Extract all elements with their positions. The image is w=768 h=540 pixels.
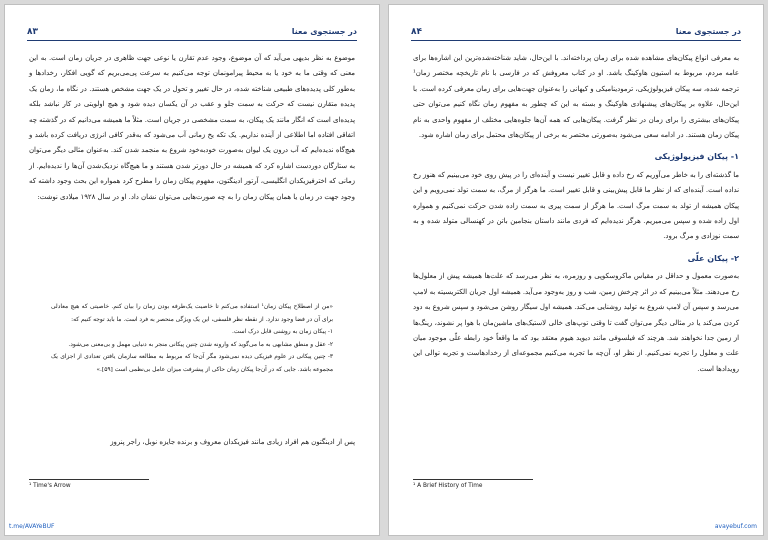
- footer-link[interactable]: t.me/AVAYeBUF: [9, 523, 55, 530]
- running-title: در جستجوی معنا: [291, 27, 357, 36]
- section-heading: ۲- پیکان علّی: [687, 253, 739, 263]
- footnote: ¹ A Brief History of Time: [413, 483, 483, 489]
- paragraph: پس از ادینگتون هم افراد زیادی مانند فیزیکدان معروف و برنده جایزه نوبل، راجر پنروز: [110, 438, 355, 446]
- section-heading: ۱- پیکان فیزیولوژیکی: [654, 152, 739, 162]
- paragraph: به‌صورت معمول و حداقل در مقیاس ماکروسکوپی و روزمره، به نظر می‌رسد که علت‌ها همیشه پیش از معلول‌ها رخ می‌دهند. مثلاً می‌بینیم که در اثر چرخش زمین، شب و روز به‌وجود می‌آید. همیشه اول جریان الکتریسیته به لامپ می‌رسد و سپس آن لامپ شروع به تولید روشنایی می‌کند. همیشه اول سیگار روشن می‌شود و سپس شروع به دود کردن می‌کند یا در مثالی دیگر می‌توان گفت تا وقتی توپ‌های خالی لاستیک‌های ماشین‌مان با هوا پر نشوند، رینگ‌ها از زمین جدا نخواهند شد. هرچند که فیلسوفی مانند دیوید هیوم معتقد بود که ما واقعاً خود رابطه علّی موجود میان علت و معلول را تجربه نمی‌کنیم. از نظر او، آن‌چه ما تجربه می‌کنیم مجموعه‌ای از رخدادهاست و تجربه توالی این رویدادها است.: [413, 272, 739, 373]
- quote-item: ۲- عقل و منطق مشابهی به ما می‌گوید که وارونه شدن چنین پیکانی منجر به دنیایی مهمل و بی‌معنی می‌شود.: [68, 341, 333, 348]
- footnote-divider: [413, 479, 533, 480]
- page-84: [388, 4, 764, 536]
- page-number: ۸۳: [27, 27, 38, 37]
- page-header: [27, 25, 357, 41]
- footer-link[interactable]: avayebuf.com: [714, 523, 757, 530]
- block-quote: [51, 301, 333, 377]
- paragraph: ما گذشته‌ای را به خاطر می‌آوریم که رخ داده و قابل تغییر نیست و آینده‌ای را در پیش روی خود می‌بینیم که هنوز رخ نداده است. آینده‌ای که از نظر ما قابل پیش‌بینی و قابل تغییر است. ما هرگز از مرگ، به سمت تولد نمی‌رویم و این پیکان همیشه از تولد به سمت مرگ است. ما هرگز از سمت پیری به سمت زاده شدن حرکت نمی‌کنیم و همواره اول زاده شده و سپس می‌میریم. هرگز ندیده‌ایم که فردی مانند داستان بنجامین باتن در کهنسالی متولد شده و به سمت نوزادی و مرگ برود.: [413, 170, 739, 241]
- footnote-divider: [29, 479, 149, 480]
- body-text-continued: [29, 435, 355, 452]
- body-text: [413, 51, 739, 379]
- paragraph: به معرفی انواع پیکان‌های مشاهده شده برای زمان پرداخته‌اند. با این‌حال، شاید شناخته‌شده‌ترین این اشاره‌ها برای عامه مردم، مربوط به استیون هاوکینگ باشد. او در کتاب معروفش که در فارسی با نام تاریخچه مختصر زمان¹ ترجمه شده، سه پیکان فیزیولوژیکی، ترمودینامیکی و کیهانی را به‌عنوان جهت‌هایی برای زمان معرفی کرده است. با این‌حال، علاوه بر پیکان‌های پیشنهادی هاوکینگ و بسته به این که چطور به مفهوم زمان نگاه کنیم می‌توان حتی پیکان‌های بیشتری را برای زمان در نظر گرفت. پیکان‌هایی که همه آن‌ها جلوه‌هایی مختلف از مفهوم واحدی به نام پیکان زمان هستند. در ادامه سعی می‌شود به‌صورتی مختصر به برخی از پیکان‌های محتمل برای زمان اشاره شود.: [413, 54, 739, 140]
- footnote: ¹ Time's Arrow: [29, 483, 71, 489]
- quote-item: ۱- پیکان زمان به روشنی قابل درک است.: [232, 329, 333, 336]
- body-text: [29, 51, 355, 207]
- running-title: در جستجوی معنا: [675, 27, 741, 36]
- page-header: [411, 25, 741, 41]
- page-83: [4, 4, 380, 536]
- paragraph: موضوع به نظر بدیهی می‌آید که آن موضوع، وجود عدم تقارن یا نوعی جهت ظاهری در جریان زمان است. به این معنی که وقتی ما به خود یا به محیط پیرامونمان توجه می‌کنیم به سرعت پی‌می‌بریم که گویی افکار، رخدادها و به‌طور کلی پدیده‌های طبیعی شناخته شده، در حال تغییر و تحول در یک جهت مشخص هستند. در نگاه ما، زمان یک پدیده متقارن نیست که حرکت به سمت جلو و عقب در آن یکسان دیده شود و هیچ اولویتی در کار نباشد بلکه پدیده‌ای است که انگار مانند یک پیکان، به سمت مشخصی در جریان است. مثلاً ما همیشه می‌دانیم که در گذشته چه اتفاقی افتاده اما اطلاعی از آینده نداریم. یک تکه یخ زمانی آب می‌شود که به‌قدر کافی انرژی دریافت کرده باشد و هیچ‌گاه ندیده‌ایم که آب درون یک لیوان به‌صورت خودبه‌خود شروع به منجمد شدن کند. به‌عنوان مثالی دیگر می‌توان به ستارگان دوردست اشاره کرد که همیشه در حال دورتر شدن هستند و ما هیچ‌گاه نزدیک‌شدن آن‌ها را ندیده‌ایم. از زمانی که اخترفیزیکدان انگلیسی، آرتور ادینگتون، مفهوم پیکان زمان را مطرح کرد همواره این بحث وجود داشته که وجود جهت در زمان یا همان پیکان زمان را به چه صورت‌هایی می‌توان نشان داد. او در سال ۱۹۲۸ میلادی نوشت:: [29, 54, 355, 201]
- quote-intro: «من از اصطلاح پیکان زمان¹ استفاده می‌کنم تا خاصیت یک‌طرفه بودن زمان را بیان کنم. خاصیتی که هیچ معادلی برای آن در فضا وجود ندارد. از نقطه نظر فلسفی، این یک ویژگی منحصر به فرد است. ما باید توجه کنیم که:: [51, 304, 333, 323]
- page-number: ۸۴: [411, 27, 422, 37]
- quote-item: ۳- چنین پیکانی در علوم فیزیکی دیده نمی‌شود مگر آن‌جا که مربوط به مطالعه سازمان یافتن تعدادی از اجزای یک مجموعه باشد. جایی که در آن‌جا پیکان زمان حاکی از پیشرفت میزان عامل بی‌نظمی است [۵۹].»: [51, 354, 333, 373]
